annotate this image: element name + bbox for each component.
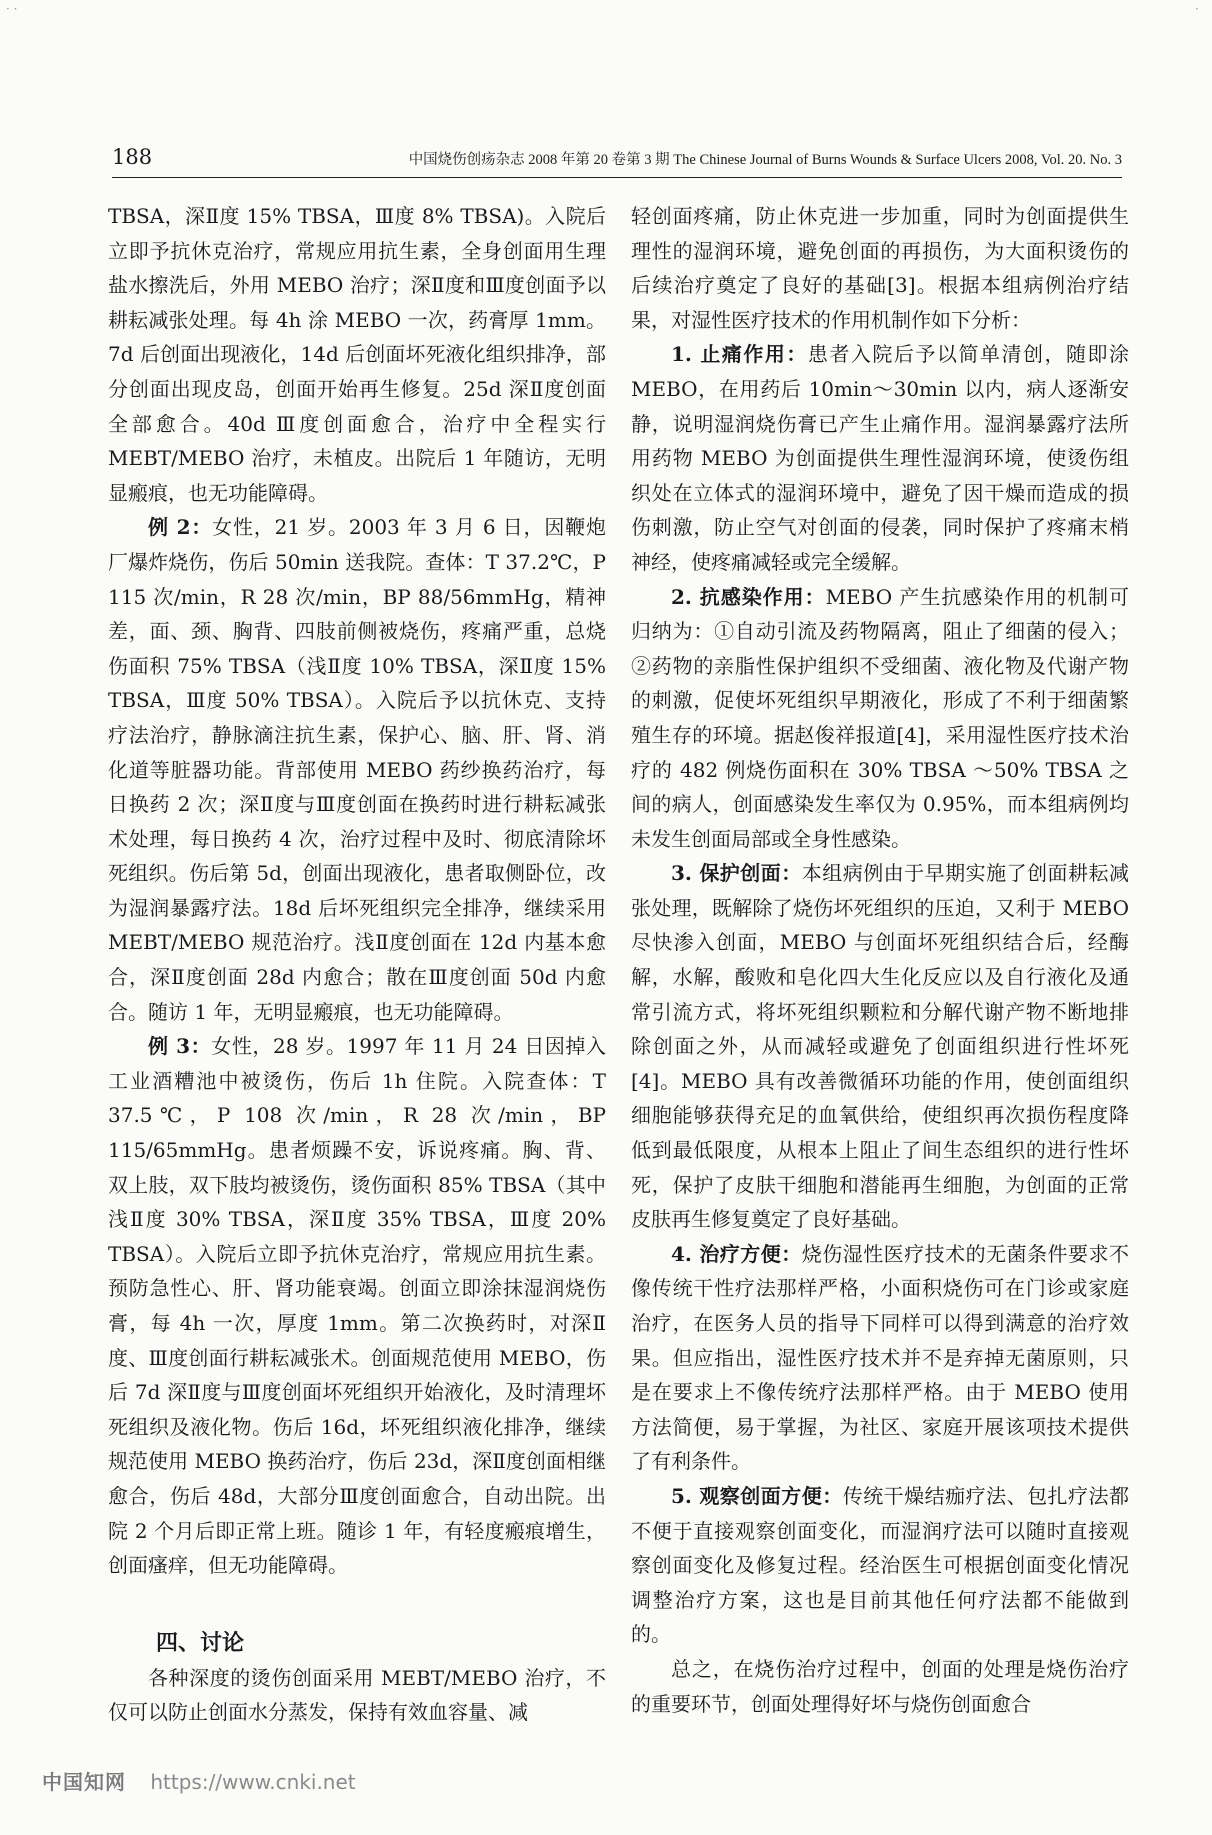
case2-text: 女性，21 岁。2003 年 3 月 6 日，因鞭炮厂爆炸烧伤，伤后 50min 送我院。查体：T 37.2℃，P 115 次/min，R 28 次/min，BP 88/56mmHg，精神差，面、颈、胸背、四肢前侧被烧伤，疼痛严重，总烧伤面积 75% TBSA（浅Ⅱ度 10% TBSA，深Ⅱ度 15% TBSA，Ⅲ度 50% TBSA）。入院后予以抗休克、支持疗法治疗，静脉滴注抗生素，保护心、脑、肝、肾、消化道等脏器功能。背部使用 MEBO 药纱换药治疗，每日换药 2 次；深Ⅱ度与Ⅲ度创面在换药时进行耕耘减张术处理，每日换药 4 次，治疗过程中及时、彻底清除坏死组织。伤后第 5d，创面出现液化，患者取侧卧位，改为湿润暴露疗法。18d 后坏死组织完全排净，继续采用 MEBT/MEBO 规范治疗。浅Ⅱ度创面在 12d 内基本愈合，深Ⅱ度创面 28d 内愈合；散在Ⅲ度创面 50d 内愈合。随访 1 年，无明显瘢痕，也无功能障碍。 (108, 515, 606, 1024)
item1-paragraph (631, 337, 1129, 579)
cnki-watermark (42, 1766, 356, 1795)
page-number: 188 (112, 145, 153, 169)
conclusion-paragraph: 总之，在烧伤治疗过程中，创面的处理是烧伤治疗的重要环节，创面处理得好坏与烧伤创面愈合 (631, 1656, 1129, 1716)
case3-lead: 例 3： (148, 1034, 212, 1059)
item4-paragraph (631, 1237, 1129, 1479)
item4-text: 烧伤湿性医疗技术的无菌条件要求不像传统干性疗法那样严格，小面积烧伤可在门诊或家庭治疗，在医务人员的指导下同样可以得到满意的治疗效果。但应指出，湿性医疗技术并不是弃掉无菌原则，只是在要求上不像传统疗法那样严格。由于 MEBO 使用方法简便，易于掌握，为社区、家庭开展该项技术提供了有利条件。 (631, 1241, 1130, 1474)
page-header (112, 145, 1122, 178)
item2-lead: 2. 抗感染作用： (671, 584, 826, 609)
item1-lead: 1. 止痛作用： (671, 342, 808, 367)
case1-paragraph: TBSA，深Ⅱ度 15% TBSA，Ⅲ度 8% TBSA)。入院后立即予抗休克治疗，常规应用抗生素，全身创面用生理盐水擦洗后，外用 MEBO 治疗；深Ⅱ度和Ⅲ度创面予以耕耘减张处理。每 4h 涂 MEBO 一次，药膏厚 1mm。7d 后创面出现液化，14d 后创面坏死液化组织排净，部分创面出现皮岛，创面开始再生修复。25d 深Ⅱ度创面全部愈合。40d Ⅲ度创面愈合，治疗中全程实行 MEBT/MEBO 治疗，未植皮。出院后 1 年随访，无明显瘢痕，也无功能障碍。 (108, 204, 606, 505)
scan-mark: · (1195, 2, 1199, 16)
item3-paragraph (631, 856, 1129, 1237)
journal-info: 中国烧伤创疡杂志 2008 年第 20 卷第 3 期 The Chinese Journal of Burns Wounds & Surface Ulcers 2008, Vol. 20. No. 3 (408, 152, 1122, 168)
case3-text: 女性，28 岁。1997 年 11 月 24 日因掉入工业酒糟池中被烫伤，伤后 1h 住院。入院查体：T 37.5℃，P 108 次/min，R 28 次/min，BP 115/65mmHg。患者烦躁不安，诉说疼痛。胸、背、双上肢，双下肢均被烫伤，烫伤面积 85% TBSA（其中浅Ⅱ度 30% TBSA，深Ⅱ度 35% TBSA，Ⅲ度 20% TBSA）。入院后立即予抗休克治疗，常规应用抗生素。预防急性心、肝、肾功能衰竭。创面立即涂抹湿润烧伤膏，每 4h 一次，厚度 1mm。第二次换药时，对深Ⅱ度、Ⅲ度创面行耕耘减张术。创面规范使用 MEBO，伤后 7d 深Ⅱ度与Ⅲ度创面坏死组织开始液化，及时清理坏死组织及液化物。伤后 16d，坏死组织液化排净，继续规范使用 MEBO 换药治疗，伤后 23d，深Ⅱ度创面相继愈合，伤后 48d，大部分Ⅲ度创面愈合，自动出院。出院 2 个月后即正常上班。随诊 1 年，有轻度瘢痕增生，创面瘙痒，但无功能障碍。 (108, 1034, 606, 1578)
item5-text: 传统干燥结痂疗法、包扎疗法都不便于直接观察创面变化，而湿润疗法可以随时直接观察创面变化及修复过程。经治医生可根据创面变化情况调整治疗方案，这也是目前其他任何疗法都不能做到的。 (631, 1483, 1130, 1647)
item3-text: 本组病例由于早期实施了创面耕耘减张处理，既解除了烧伤坏死组织的压迫，又利于 MEBO 尽快渗入创面，MEBO 与创面坏死组织结合后，经酶解，水解，酸败和皂化四大生化反应以及自行液化及通常引流方式，将坏死组织颗粒和分解代谢产物不断地排除创面之外，从而减轻或避免了创面组织进行性坏死[4]。MEBO 具有改善微循环功能的作用，使创面组织细胞能够获得充足的血氧供给，使组织再次损伤程度降低到最低限度，从根本上阻止了间生态组织的进行性坏死，保护了皮肤干细胞和潜能再生细胞，为创面的正常皮肤再生修复奠定了良好基础。 (631, 861, 1130, 1232)
section-title: 四、讨论 (156, 1629, 245, 1656)
continued-paragraph: 轻创面疼痛，防止休克进一步加重，同时为创面提供生理性的湿润环境，避免创面的再损伤，为大面积烫伤的后续治疗奠定了良好的基础[3]。根据本组病例治疗结果，对湿性医疗技术的作用机制作如下分析： (631, 204, 1129, 332)
discussion-paragraph: 各种深度的烫伤创面采用 MEBT/MEBO 治疗，不仅可以防止创面水分蒸发，保持有效血容量、减 (108, 1665, 606, 1725)
cnki-logo: 中国知网 (42, 1770, 126, 1794)
scan-mark: · · (6, 2, 18, 16)
item5-paragraph (631, 1479, 1129, 1652)
item4-lead: 4. 治疗方便： (671, 1241, 802, 1266)
case3-paragraph (108, 1029, 606, 1583)
item1-text: 患者入院后予以简单清创，随即涂 MEBO，在用药后 10min～30min 以内，病人逐渐安静，说明湿润烧伤膏已产生止痛作用。湿润暴露疗法所用药物 MEBO 为创面提供生理性湿润环境，使烫伤组织处在立体式的湿润环境中，避免了因干燥而造成的损伤刺激，防止空气对创面的侵袭，同时保护了疼痛末梢神经，使疼痛减轻或完全缓解。 (631, 342, 1129, 574)
left-column (108, 199, 606, 1730)
item5-lead: 5. 观察创面方便： (671, 1483, 843, 1508)
case2-paragraph (108, 510, 606, 1029)
right-column (631, 199, 1129, 1721)
item2-paragraph (631, 580, 1129, 857)
case2-lead: 例 2： (148, 515, 213, 540)
item2-text: MEBO 产生抗感染作用的机制可归纳为：①自动引流及药物隔离，阻止了细菌的侵入；②药物的亲脂性保护组织不受细菌、液化物及代谢产物的刺激，促使坏死组织早期液化，形成了不利于细菌繁殖生存的环境。据赵俊祥报道[4]，采用湿性医疗技术治疗的 482 例烧伤面积在 30% TBSA ～50% TBSA 之间的病人，创面感染发生率仅为 0.95%，而本组病例均未发生创面局部或全身性感染。 (631, 584, 1130, 851)
item3-lead: 3. 保护创面： (671, 861, 802, 886)
cnki-url: https://www.cnki.net (150, 1770, 356, 1794)
